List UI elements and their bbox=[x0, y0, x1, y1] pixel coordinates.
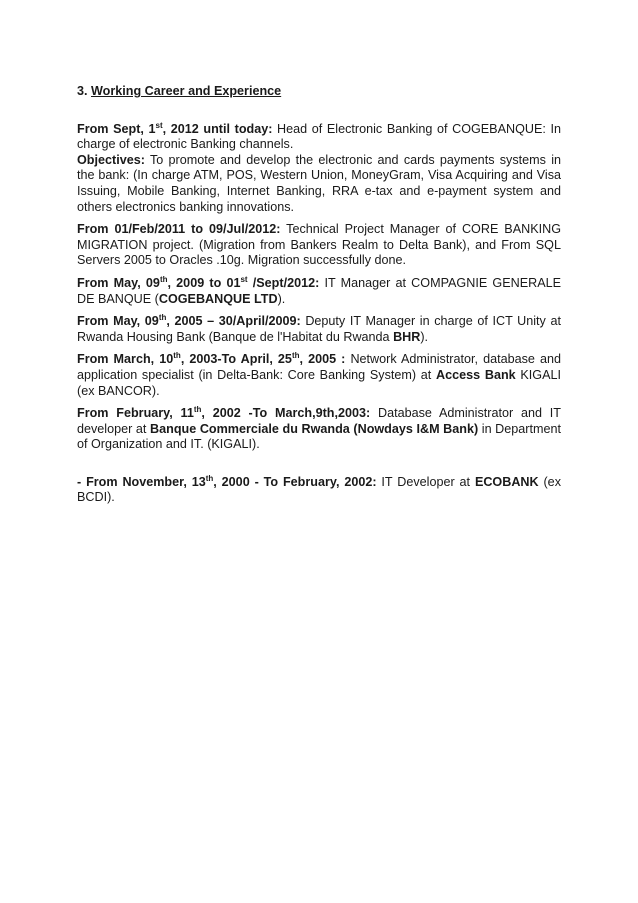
period-text: , 2000 - To February, 2002: bbox=[213, 474, 377, 489]
entry-period bbox=[77, 314, 301, 328]
entry-description: IT Developer at bbox=[376, 474, 475, 489]
entry-description: Database Administrator and IT developer at bbox=[77, 406, 561, 436]
organization-name: BHR bbox=[393, 329, 421, 344]
experience-entry-it-developer-ecobank bbox=[77, 475, 561, 506]
period-text: , 2012 until today: bbox=[162, 121, 273, 136]
period-text: From March, 10 bbox=[77, 352, 174, 367]
period-text: From Sept, 1 bbox=[77, 121, 156, 136]
period-text: /Sept/2012: bbox=[247, 275, 320, 290]
period-text: From May, 09 bbox=[77, 314, 159, 329]
experience-entry-network-admin-access-bank bbox=[77, 352, 561, 399]
document-body bbox=[77, 84, 561, 506]
entry-description-end: (ex BCDI). bbox=[77, 474, 561, 505]
entry-description-end: ). bbox=[420, 329, 429, 344]
entry-description-end: in Department of Organization and IT. (KIGALI). bbox=[77, 421, 561, 452]
period-text: , 2002 -To March,9th,2003: bbox=[201, 406, 371, 421]
experience-entry-deputy-it-manager-bhr bbox=[77, 314, 561, 345]
period-text: From May, 09 bbox=[77, 275, 160, 290]
period-text: , 2005 : bbox=[299, 352, 346, 367]
experience-entry-cogebanque-ebanking bbox=[77, 122, 561, 216]
entry-description-end: KIGALI (ex BANCOR). bbox=[77, 367, 561, 398]
objectives-text: To promote and develop the electronic and cards payments systems in the bank: (In charge ATM, POS, Western Union, MoneyGram, Visa Acquiring and Visa Issuing, Mobile Banking, Internet Banking, RRA e-tax and e-payment system and others electronics banking innovations. bbox=[77, 152, 561, 214]
ordinal-suffix: st bbox=[155, 120, 163, 130]
ordinal-suffix: th bbox=[205, 473, 214, 483]
organization-name: Access Bank bbox=[436, 367, 516, 382]
experience-entry-it-manager-cogebanque bbox=[77, 276, 561, 307]
experience-entry-core-banking-migration bbox=[77, 222, 561, 269]
objectives-label: Objectives: bbox=[77, 152, 145, 167]
entry-period: From 01/Feb/2011 to 09/Jul/2012: bbox=[77, 222, 281, 237]
section-title: Working Career and Experience bbox=[91, 84, 282, 98]
period-text: , 2009 to 01 bbox=[167, 275, 241, 290]
period-text: From February, 11 bbox=[77, 406, 194, 421]
entry-period bbox=[77, 475, 377, 489]
organization-name: ECOBANK bbox=[474, 474, 539, 489]
organization-name: COGEBANQUE LTD bbox=[158, 291, 278, 306]
section-heading bbox=[77, 84, 561, 100]
period-text: - From November, 13 bbox=[77, 474, 206, 489]
entry-description: Head of Electronic Banking of COGEBANQUE: In charge of electronic Banking channels. bbox=[77, 121, 561, 152]
ordinal-suffix: th bbox=[173, 351, 181, 361]
ordinal-suffix: th bbox=[158, 312, 167, 322]
section-number: 3. bbox=[77, 84, 88, 98]
entry-description: IT Manager at COMPAGNIE GENERALE DE BANQUE ( bbox=[77, 275, 561, 306]
ordinal-suffix: th bbox=[159, 274, 168, 284]
experience-entry-dba-bcr bbox=[77, 406, 561, 453]
ordinal-suffix: st bbox=[240, 274, 248, 284]
entry-period bbox=[77, 276, 319, 290]
period-text: , 2003-To April, 25 bbox=[180, 352, 292, 367]
entry-description: Network Administrator, database and application specialist (in Delta-Bank: Core Banking System) at bbox=[77, 352, 561, 382]
entry-description-end: ). bbox=[277, 291, 286, 306]
period-text: , 2005 – 30/April/2009: bbox=[166, 314, 301, 329]
entry-description: Deputy IT Manager in charge of ICT Unity at Rwanda Housing Bank (Banque de l'Habitat du Rwanda bbox=[77, 314, 561, 344]
entry-period bbox=[77, 406, 370, 420]
entry-period bbox=[77, 122, 272, 136]
organization-name: Banque Commerciale du Rwanda (Nowdays I&M Bank) bbox=[150, 421, 479, 436]
entry-description: Technical Project Manager of CORE BANKING MIGRATION project. (Migration from Bankers Realm to Delta Bank), and From SQL Servers 2005 to Oracles .10g. Migration successfully done. bbox=[77, 222, 561, 268]
ordinal-suffix: th bbox=[291, 351, 300, 361]
ordinal-suffix: th bbox=[193, 404, 202, 414]
entry-period bbox=[77, 352, 345, 366]
